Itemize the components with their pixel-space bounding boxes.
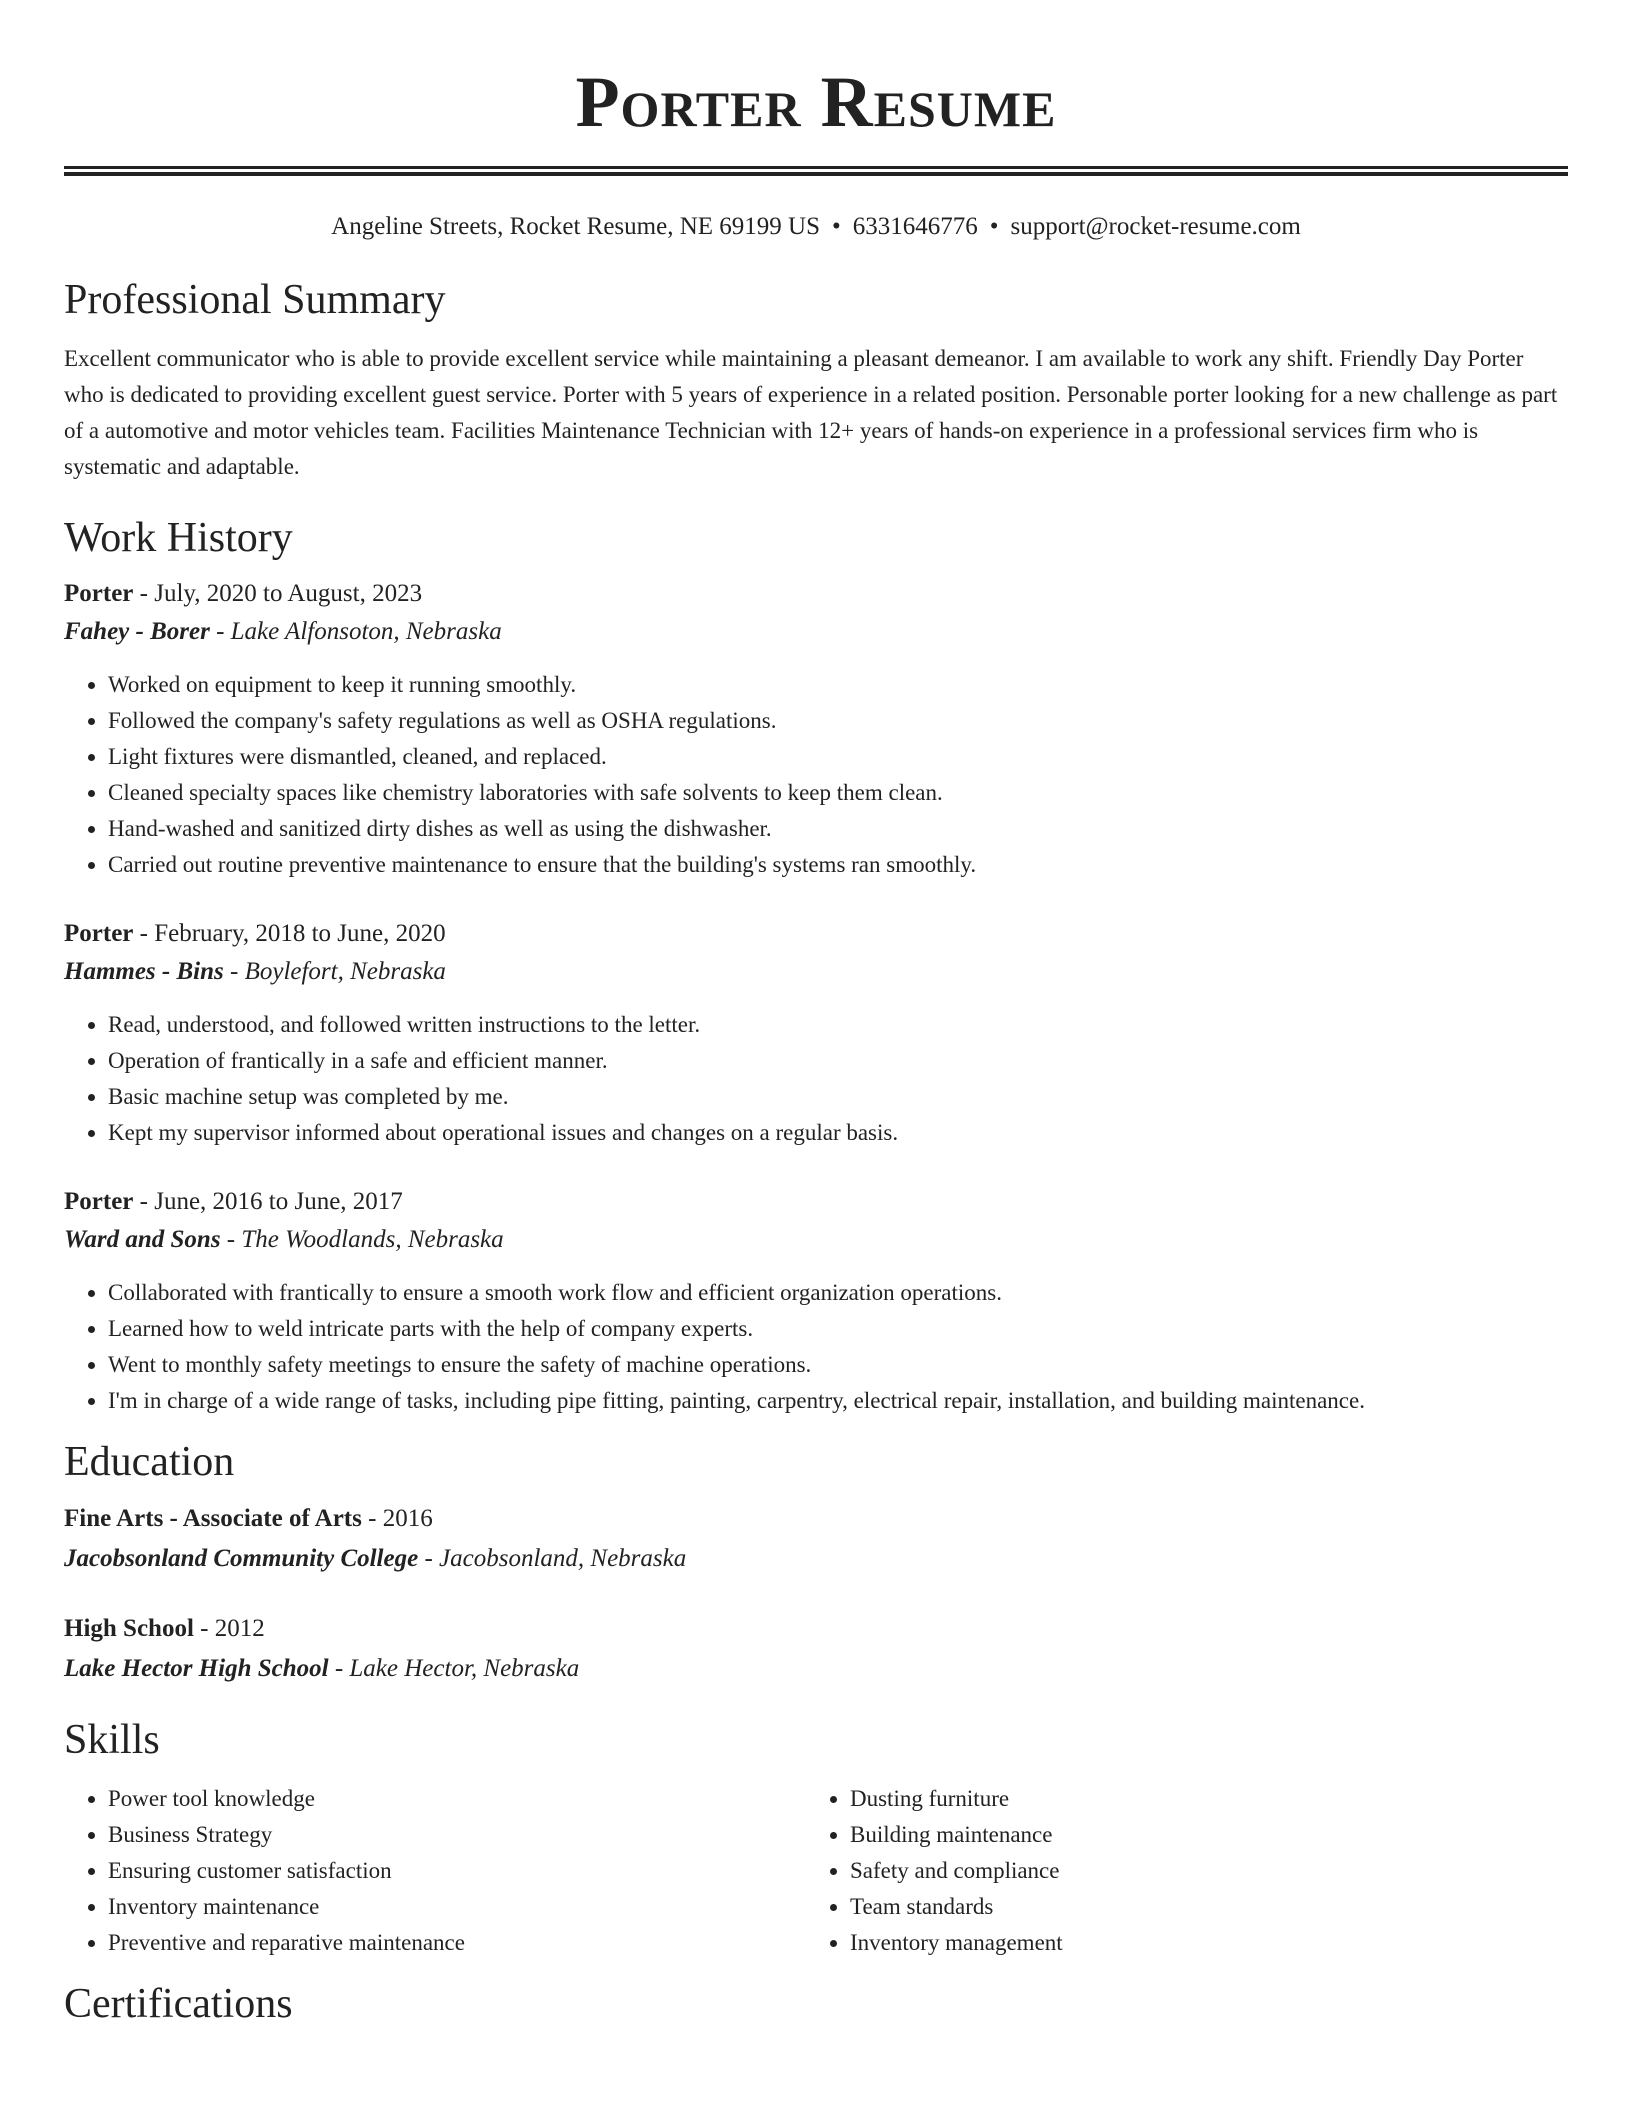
summary-text: Excellent communicator who is able to provide excellent service while maintaining a pleasant demeanor. I am available to work any shift. Friendly Day Porter who is dedicated to providing excellent guest service. Porter with 5 years of experience in a related position. Personable porter looking for a new challenge as part of a automotive and motor vehicles team. Facilities Maintenance Technician with 12+ years of hands-on experience in a professional services firm who is systematic and adaptable. [64, 346, 1558, 479]
resume-title: Porter Resume [575, 62, 1057, 142]
degree-year: - 2012 [193, 1615, 265, 1642]
job-duty: • Cleaned specialty spaces like chemistry laboratories with safe solvents to keep them clean. [108, 775, 1568, 811]
skills-column-left [64, 1781, 806, 1961]
job-duty: • Kept my supervisor informed about operational issues and changes on a regular basis. [108, 1115, 1568, 1151]
job-dates: - July, 2020 to August, 2023 [133, 580, 423, 607]
summary-heading: Professional Summary [64, 277, 446, 323]
skill-item: • Inventory maintenance [108, 1889, 806, 1925]
contact-phone: 6331646776 [852, 213, 978, 240]
education-entry [64, 1609, 1568, 1689]
job-duty: • I'm in charge of a wide range of tasks, including pipe fitting, painting, carpentry, electrical repair, installation, and building maintenance. [108, 1383, 1568, 1419]
employer-location: - The Woodlands, Nebraska [220, 1226, 504, 1253]
degree-line [64, 1609, 1568, 1649]
skill-item: • Power tool knowledge [108, 1781, 806, 1817]
job-duties [64, 1007, 1568, 1151]
contact-separator: • [989, 213, 999, 240]
job-title: Porter [64, 920, 134, 947]
job-title-line [64, 1183, 1568, 1221]
school-line [64, 1649, 1568, 1689]
contact-address: Angeline Streets, Rocket Resume, NE 69199 US [331, 213, 820, 240]
employer-location: - Boylefort, Nebraska [223, 958, 446, 985]
job-duty: • Collaborated with frantically to ensure a smooth work flow and efficient organization operations. [108, 1275, 1568, 1311]
job-entry [64, 915, 1568, 1151]
school-name: Jacobsonland Community College [64, 1545, 419, 1572]
work-history-heading: Work History [64, 515, 293, 561]
skill-item: • Safety and compliance [850, 1853, 1548, 1889]
skill-item: • Ensuring customer satisfaction [108, 1853, 806, 1889]
job-duty: • Basic machine setup was completed by me. [108, 1079, 1568, 1115]
certifications-heading: Certifications [64, 1981, 293, 2027]
skills-list [64, 1781, 1568, 1961]
job-title-line [64, 575, 1568, 613]
job-duty: • Went to monthly safety meetings to ensure the safety of machine operations. [108, 1347, 1568, 1383]
contact-email: support@rocket-resume.com [1010, 213, 1301, 240]
job-title: Porter [64, 1188, 134, 1215]
degree-line [64, 1499, 1568, 1539]
skill-item: • Preventive and reparative maintenance [108, 1925, 806, 1961]
school-location: - Jacobsonland, Nebraska [418, 1545, 687, 1572]
job-duty: • Light fixtures were dismantled, cleaned, and replaced. [108, 739, 1568, 775]
job-duty: • Read, understood, and followed written instructions to the letter. [108, 1007, 1568, 1043]
job-duty: • Followed the company's safety regulations as well as OSHA regulations. [108, 703, 1568, 739]
employer-name: Fahey - Borer [64, 618, 210, 645]
employer-name: Ward and Sons [64, 1226, 221, 1253]
job-title: Porter [64, 580, 134, 607]
skills-heading: Skills [64, 1717, 160, 1763]
degree-name: High School [64, 1615, 194, 1642]
job-duty: • Operation of frantically in a safe and efficient manner. [108, 1043, 1568, 1079]
job-entry [64, 1183, 1568, 1419]
skill-item: • Inventory management [850, 1925, 1548, 1961]
education-entry [64, 1499, 1568, 1579]
job-duties [64, 667, 1568, 883]
skills-column-right [806, 1781, 1548, 1961]
job-duty: • Carried out routine preventive maintenance to ensure that the building's systems ran smoothly. [108, 847, 1568, 883]
degree-name: Fine Arts - Associate of Arts [64, 1505, 362, 1532]
degree-year: - 2016 [361, 1505, 433, 1532]
contact-line [64, 211, 1568, 243]
employer-line [64, 1221, 1568, 1259]
school-name: Lake Hector High School [64, 1655, 329, 1682]
title-divider [64, 166, 1568, 176]
school-location: - Lake Hector, Nebraska [328, 1655, 580, 1682]
job-duties [64, 1275, 1568, 1419]
employer-line [64, 613, 1568, 651]
contact-separator: • [832, 213, 841, 240]
school-line [64, 1539, 1568, 1579]
skill-item: • Team standards [850, 1889, 1548, 1925]
job-duty: • Worked on equipment to keep it running smoothly. [108, 667, 1568, 703]
job-duty: • Hand-washed and sanitized dirty dishes as well as using the dishwasher. [108, 811, 1568, 847]
education-heading: Education [64, 1439, 235, 1485]
job-entry [64, 575, 1568, 883]
job-duty: • Learned how to weld intricate parts with the help of company experts. [108, 1311, 1568, 1347]
skill-item: • Dusting furniture [850, 1781, 1548, 1817]
employer-name: Hammes - Bins [64, 958, 224, 985]
job-title-line [64, 915, 1568, 953]
job-dates: - February, 2018 to June, 2020 [133, 920, 446, 947]
skill-item: • Business Strategy [108, 1817, 806, 1853]
employer-location: - Lake Alfonsoton, Nebraska [209, 618, 502, 645]
job-dates: - June, 2016 to June, 2017 [133, 1188, 403, 1215]
resume-page [64, 0, 1568, 2029]
skill-item: • Building maintenance [850, 1817, 1548, 1853]
employer-line [64, 953, 1568, 991]
